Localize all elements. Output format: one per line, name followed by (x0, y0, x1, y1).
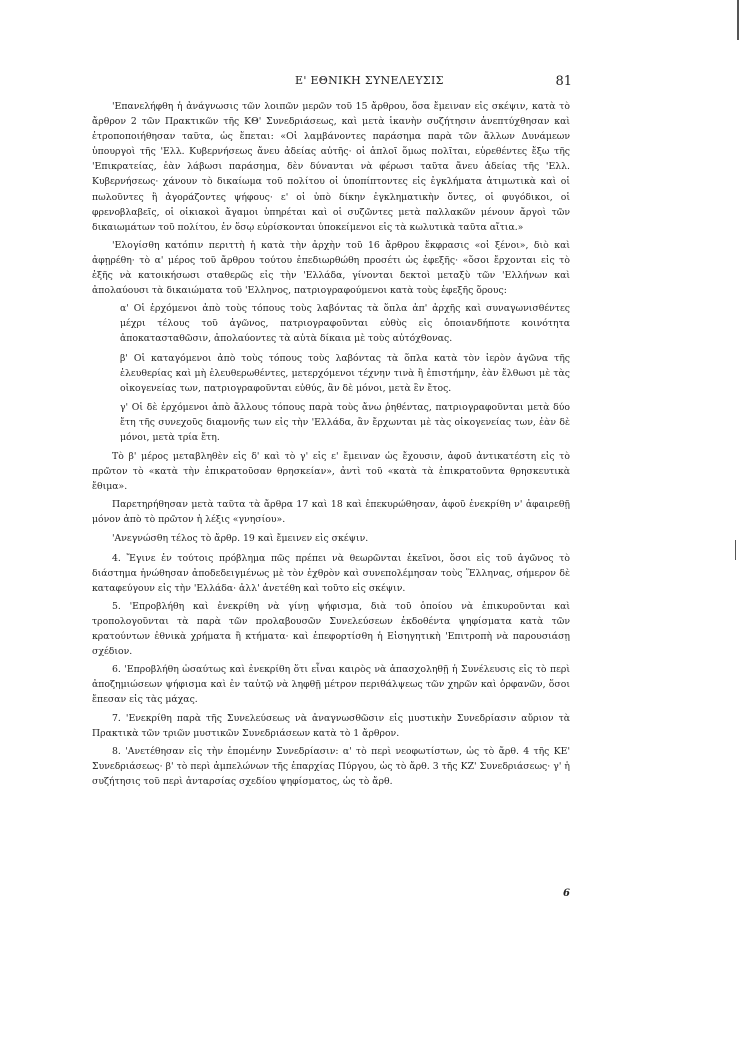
paragraph: 'Ελογίσθη κατόπιν περιττὴ ἡ κατὰ τὴν ἀρχὴν τοῦ 16 ἄρθρου ἔκφρασις «οἱ ξένοι», διὸ καὶ ἀφῃρέθη· τὸ α' μέρος τοῦ ἄρθρου τούτου ἐπεδιωρθώθη προσέτι ὡς ἐφεξῆς· «ὅσοι ἔρχονται εἰς τὸ ἑξῆς νὰ κατοικήσωσι σταθερῶς εἰς τὴν 'Ελλάδα, γίνονται δεκτοὶ μεταξὺ τῶν 'Ελλήνων καὶ ἀπολαύουσι τὰ δικαιώματα τοῦ 'Ελληνος, πατριογραφούμενοι κατὰ τοὺς ἑφεξῆς ὅρους: (92, 239, 570, 297)
page-header (90, 74, 570, 92)
page-number: 81 (555, 74, 572, 89)
numbered-item-6: 6. 'Επροβλήθη ὡσαύτως καὶ ἐνεκρίθη ὅτι εἶναι καιρὸς νὰ ἀπασχοληθῇ ἡ Συνέλευσις εἰς τὸ περὶ ἀποζημιώσεων ψήφισμα καὶ ἐν ταὐτῷ νὰ ληφθῇ μέτρον περιθάλψεως τῶν χηρῶν καὶ ὀρφανῶν, ὅσοι ἔπεσαν εἰς τὰς μάχας. (92, 664, 570, 706)
clause-beta: β' Οἱ καταγόμενοι ἀπὸ τοὺς τόπους τοὺς λαβόντας τὰ ὅπλα κατὰ τὸν ἱερὸν ἀγῶνα τῆς ἐλευθερίας καὶ μὴ ἐλευθερωθέντες, μετερχόμενοι τέχνην τινὰ ἢ ἐπιστήμην, ἐὰν ἔλθωσι μὲ τὰς οἰκογενείας των, πατριογραφοῦνται εὐθύς, ἂν δὲ μόνοι, μετὰ ἓν ἔτος. (120, 352, 570, 394)
numbered-item-7: 7. 'Ενεκρίθη παρὰ τῆς Συνελεύσεως νὰ ἀναγνωσθῶσιν εἰς μυστικὴν Συνεδρίασιν αὔριον τὰ Πρακτικὰ τῶν τριῶν μυστικῶν Συνεδριάσεων κατὰ τὸ 1 ἄρθρον. (92, 712, 570, 739)
paragraph: Τὸ β' μέρος μεταβληθὲν εἰς δ' καὶ τὸ γ' εἰς ε' ἔμειναν ὡς ἔχουσιν, ἀφοῦ ἀντικατέστη εἰς τὸ πρῶτον τὸ «κατὰ τὴν ἐπικρατοῦσαν θρησκείαν», ἀντὶ τοῦ «κατὰ τὰ ἐπικρατοῦντα θρησκευτικὰ ἔθιμα». (92, 451, 570, 493)
running-head: Ε' ΕΘΝΙΚΗ ΣΥΝΕΛΕΥΣΙΣ (295, 74, 444, 87)
paragraph: 'Ανεγνώσθη τέλος τὸ ἄρθρ. 19 καὶ ἔμεινεν εἰς σκέψιν. (112, 532, 369, 544)
numbered-item-5: 5. 'Επροβλήθη καὶ ἐνεκρίθη νὰ γίνῃ ψήφισμα, διὰ τοῦ ὁποίου νὰ ἐπικυροῦνται καὶ τροπολογοῦνται τὰ παρὰ τῶν προλαβουσῶν Συνελεύσεων ἐκδοθέντα ψηφίσματα κατὰ τῶν κρατούντων ἐθνικὰ χρήματα ἢ κτήματα· καὶ ἐπεφορτίσθη ἡ Εἰσηγητικὴ 'Επιτροπὴ νὰ παρουσιάσῃ σχέδιον. (92, 600, 570, 658)
numbered-item-4: 4. Ἔγινε ἐν τούτοις πρόβλημα πῶς πρέπει νὰ θεωρῶνται ἐκεῖνοι, ὅσοι εἰς τοῦ ἀγῶνος τὸ διάστημα ἡνώθησαν ἀποδεδειγμένως μὲ τὸν ἐχθρὸν καὶ συνεπολέμησαν τοὺς Ἕλληνας, σήμερον δὲ καταφεύγουν εἰς τὴν 'Ελλάδα· ἀλλ' ἀνετέθη καὶ τοῦτο εἰς σκέψιν. (92, 552, 570, 594)
clause-gamma: γ' Οἱ δὲ ἐρχόμενοι ἀπὸ ἄλλους τόπους παρὰ τοὺς ἄνω ῥηθέντας, πατριογραφοῦνται μετὰ δύο ἔτη τῆς συνεχοῦς διαμονῆς των εἰς τὴν 'Ελλάδα, ἂν ἔρχωνται μὲ τὰς οἰκογενείας των, ἐὰν δὲ μόνοι, μετὰ τρία ἔτη. (120, 401, 570, 443)
scan-edge-mark (735, 540, 736, 560)
scan-edge-mark (737, 0, 739, 40)
signature-mark: 6 (563, 888, 570, 899)
paragraph: Παρετηρήθησαν μετὰ ταῦτα τὰ ἄρθρα 17 καὶ 18 καὶ ἐπεκυρώθησαν, ἀφοῦ ἐνεκρίθη ν' ἀφαιρεθῇ μόνον ἀπὸ τὸ πρῶτον ἡ λέξις «γνησίου». (92, 499, 570, 526)
clause-alpha: α' Οἱ ἐρχόμενοι ἀπὸ τοὺς τόπους τοὺς λαβόντας τὰ ὅπλα ἀπ' ἀρχῆς καὶ συναγωνισθέντες μέχρι τέλους τοῦ ἀγῶνος, πατριογραφοῦνται εὐθὺς εἰς ὁποιανδήποτε κοινότητα ἀποκατασταθῶσιν, ἀπολαύοντες τὰ αὐτὰ δίκαια μὲ τοὺς αὐτόχθονας. (120, 303, 570, 345)
body-text (92, 99, 570, 792)
numbered-item-8: 8. 'Ανετέθησαν εἰς τὴν ἐπομένην Συνεδρίασιν: α' τὸ περὶ νεοφωτίστων, ὡς τὸ ἄρθ. 4 τῆς ΚΕ' Συνεδριάσεως· β' τὸ περὶ ἀμπελώνων τῆς ἐπαρχίας Πύργου, ὡς τὸ ἄρθ. 3 τῆς ΚΖ' Συνεδριάσεως· γ' ἡ συζήτησις τοῦ περὶ ἀνταρσίας σχεδίου ψηφίσματος, ὡς τὸ ἄρθ. (92, 745, 570, 787)
paragraph: 'Επανελήφθη ἡ ἀνάγνωσις τῶν λοιπῶν μερῶν τοῦ 15 ἄρθρου, ὅσα ἔμειναν εἰς σκέψιν, κατὰ τὸ ἄρθρον 2 τῶν Πρακτικῶν τῆς ΚΘ' Συνεδριάσεως, καὶ μετὰ ἱκανὴν συζήτησιν ἀνεπτύχθησαν καὶ ἐτροποποιήθησαν ταῦτα, ὡς ἕπεται: «Οἱ λαμβάνοντες παράσημα παρὰ τῶν ἄλλων Δυνάμεων ὑπουργοὶ τῆς 'Ελλ. Κυβερνήσεως ἄνευ ἀδείας αὐτῆς· οἱ ἁπλοῖ ὅμως πολῖται, εὑρεθέντες ἔξω τῆς 'Επικρατείας, ἐὰν λάβωσι παράσημα, δὲν δύνανται νὰ φέρωσι ταῦτα ἄνευ ἀδείας τῆς 'Ελλ. Κυβερνήσεως· χάνουν τὸ δικαίωμα τοῦ πολίτου οἱ ὑποπίπτοντες εἰς ἐγκλήματα ἀτιμωτικὰ καὶ οἱ πωλοῦντες ἢ ἀγοράζοντες ψήφους· ε' οἱ ὑπὸ δίκην ἐγκληματικὴν ὄντες, οἱ φυγόδικοι, οἱ φρενοβλαβεῖς, οἱ οἰκιακοὶ ἄγαμοι ὑπηρέται καὶ οἱ συζῶντες μετὰ παλλακῶν μένουν ἄργοὶ τῶν δικαιωμάτων τοῦ πολίτου, ἐν ὅσῳ εὑρίσκονται ὑποκείμενοι εἰς τὰ κωλυτικὰ ταῦτα αἴτια.» (92, 101, 570, 233)
